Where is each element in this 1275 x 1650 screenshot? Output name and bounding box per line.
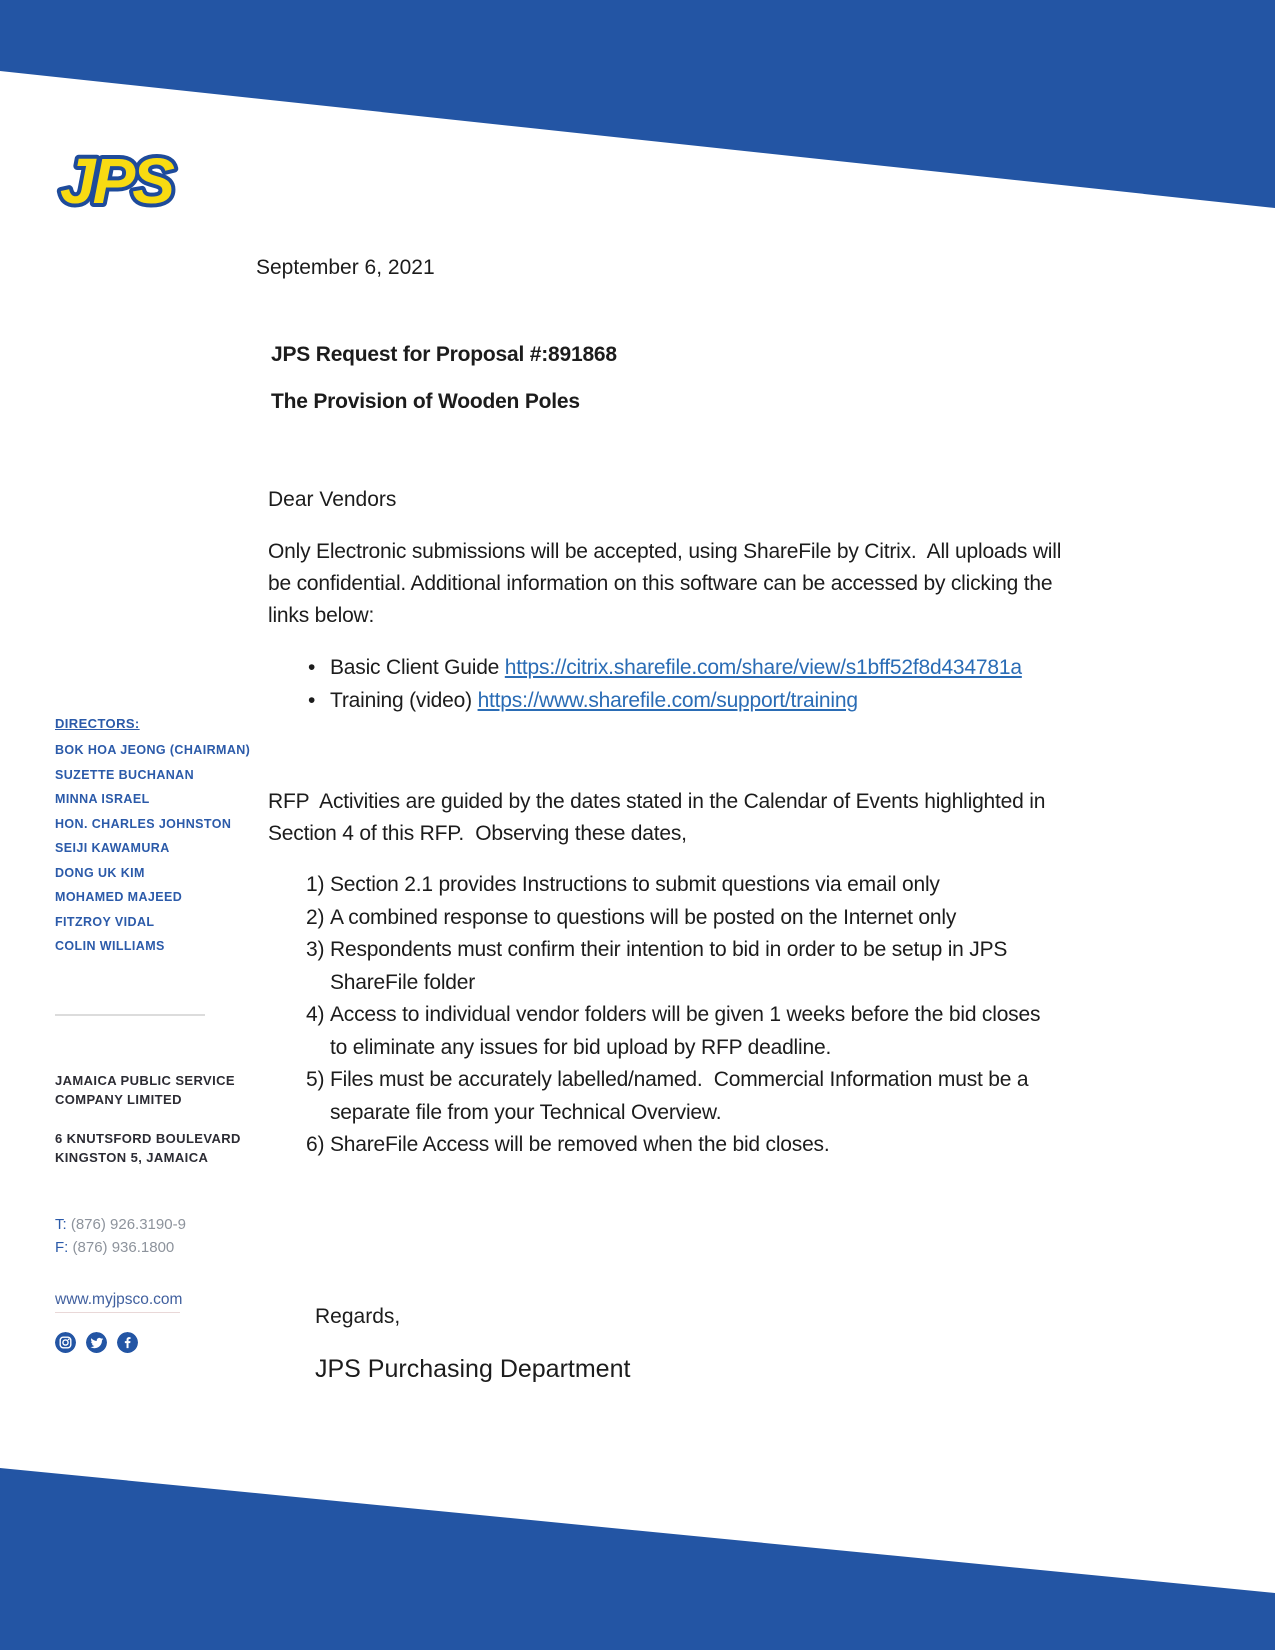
fax-label: F: bbox=[55, 1239, 69, 1256]
intro-line: Only Electronic submissions will be accepted, using ShareFile by Citrix. All uploads will bbox=[268, 540, 1062, 563]
bullet-label: Basic Client Guide bbox=[330, 656, 505, 679]
director-name: HON. CHARLES JOHNSTON bbox=[55, 816, 232, 831]
bottom-banner bbox=[0, 1460, 1275, 1650]
closing: Regards, bbox=[315, 1305, 401, 1328]
social-icons bbox=[55, 1332, 138, 1353]
item-text: ShareFile folder bbox=[330, 970, 476, 994]
item-number: 4) bbox=[306, 1003, 325, 1026]
company-name bbox=[55, 1071, 235, 1109]
links-bullet-list bbox=[308, 651, 1022, 717]
item-number: 3) bbox=[306, 938, 325, 961]
director-name: MINNA ISRAEL bbox=[55, 792, 150, 806]
list-item bbox=[306, 869, 1040, 902]
website-underline bbox=[55, 1312, 180, 1313]
phone-label: T: bbox=[55, 1216, 67, 1233]
director-name: SUZETTE BUCHANAN bbox=[55, 767, 195, 782]
item-text: to eliminate any issues for bid upload by RFP deadline. bbox=[330, 1035, 832, 1059]
facebook-icon[interactable] bbox=[117, 1332, 138, 1353]
item-text: Section 2.1 provides Instructions to submit questions via email only bbox=[330, 873, 940, 896]
website-link[interactable]: www.myjpsco.com bbox=[55, 1291, 183, 1308]
intro-line: be confidential. Additional information on this software can be accessed by clicking the bbox=[268, 572, 1053, 595]
signature: JPS Purchasing Department bbox=[315, 1355, 631, 1383]
rfp-activities-paragraph bbox=[268, 786, 1045, 850]
directors-list bbox=[55, 738, 250, 959]
intro-line: links below: bbox=[268, 604, 375, 627]
item-text: Access to individual vendor folders will be given 1 weeks before the bid closes bbox=[330, 1003, 1041, 1026]
director-name: FITZROY VIDAL bbox=[55, 914, 155, 929]
address-line: KINGSTON 5, JAMAICA bbox=[55, 1150, 209, 1165]
item-number: 2) bbox=[306, 905, 325, 929]
director-name: DONG UK KIM bbox=[55, 865, 145, 880]
rfp-line: RFP Activities are guided by the dates stated in the Calendar of Events highlighted in bbox=[268, 790, 1046, 813]
director-name: MOHAMED MAJEED bbox=[55, 890, 183, 904]
bullet-icon bbox=[308, 651, 330, 684]
item-text: A combined response to questions will be posted on the Internet only bbox=[330, 905, 957, 929]
item-text: separate file from your Technical Overview. bbox=[330, 1100, 722, 1124]
company-address bbox=[55, 1129, 241, 1167]
item-text: Files must be accurately labelled/named. Commercial Information must be a bbox=[330, 1068, 1029, 1091]
numbered-list bbox=[306, 869, 1040, 1162]
bullet-icon bbox=[308, 684, 330, 717]
letter-date: September 6, 2021 bbox=[256, 256, 435, 279]
item-number: 6) bbox=[306, 1133, 325, 1156]
director-name: COLIN WILLIAMS bbox=[55, 939, 165, 953]
address-line: 6 KNUTSFORD BOULEVARD bbox=[55, 1131, 241, 1146]
company-line: JAMAICA PUBLIC SERVICE bbox=[55, 1073, 235, 1088]
list-item bbox=[306, 902, 1040, 935]
list-item bbox=[306, 934, 1040, 999]
intro-paragraph bbox=[268, 536, 1061, 632]
company-line: COMPANY LIMITED bbox=[55, 1092, 182, 1107]
fax-number: (876) 936.1800 bbox=[68, 1239, 175, 1256]
list-item bbox=[308, 684, 1022, 717]
list-item bbox=[308, 651, 1022, 684]
item-text: Respondents must confirm their intention to bid in order to be setup in JPS bbox=[330, 938, 1008, 961]
item-number: 5) bbox=[306, 1068, 325, 1091]
twitter-icon[interactable] bbox=[86, 1332, 107, 1353]
director-name: SEIJI KAWAMURA bbox=[55, 841, 170, 855]
phone-line bbox=[55, 1213, 186, 1236]
jps-logo-text: JPS bbox=[60, 145, 172, 217]
sidebar-divider bbox=[55, 1014, 205, 1016]
director-name: BOK HOA JEONG (CHAIRMAN) bbox=[55, 743, 251, 757]
basic-client-guide-link[interactable]: https://citrix.sharefile.com/share/view/s1bff52f8d434781a bbox=[504, 656, 1022, 679]
contact-block bbox=[55, 1213, 186, 1259]
list-item bbox=[306, 1129, 1040, 1162]
rfp-line: Section 4 of this RFP. Observing these dates, bbox=[268, 822, 687, 845]
item-number: 1) bbox=[306, 873, 325, 896]
instagram-icon[interactable] bbox=[55, 1332, 76, 1353]
phone-number: (876) 926.3190-9 bbox=[66, 1216, 186, 1233]
jps-logo bbox=[50, 133, 260, 228]
bullet-label: Training (video) bbox=[330, 689, 478, 712]
directors-heading: DIRECTORS: bbox=[55, 716, 140, 731]
list-item bbox=[306, 1064, 1040, 1129]
fax-line bbox=[55, 1236, 186, 1259]
item-text: ShareFile Access will be removed when the bid closes. bbox=[330, 1133, 830, 1156]
list-item bbox=[306, 999, 1040, 1064]
rfp-title: JPS Request for Proposal #:891868 bbox=[271, 343, 617, 366]
salutation: Dear Vendors bbox=[268, 488, 397, 511]
rfp-subject: The Provision of Wooden Poles bbox=[271, 390, 580, 413]
training-video-link[interactable]: https://www.sharefile.com/support/training bbox=[477, 689, 858, 712]
